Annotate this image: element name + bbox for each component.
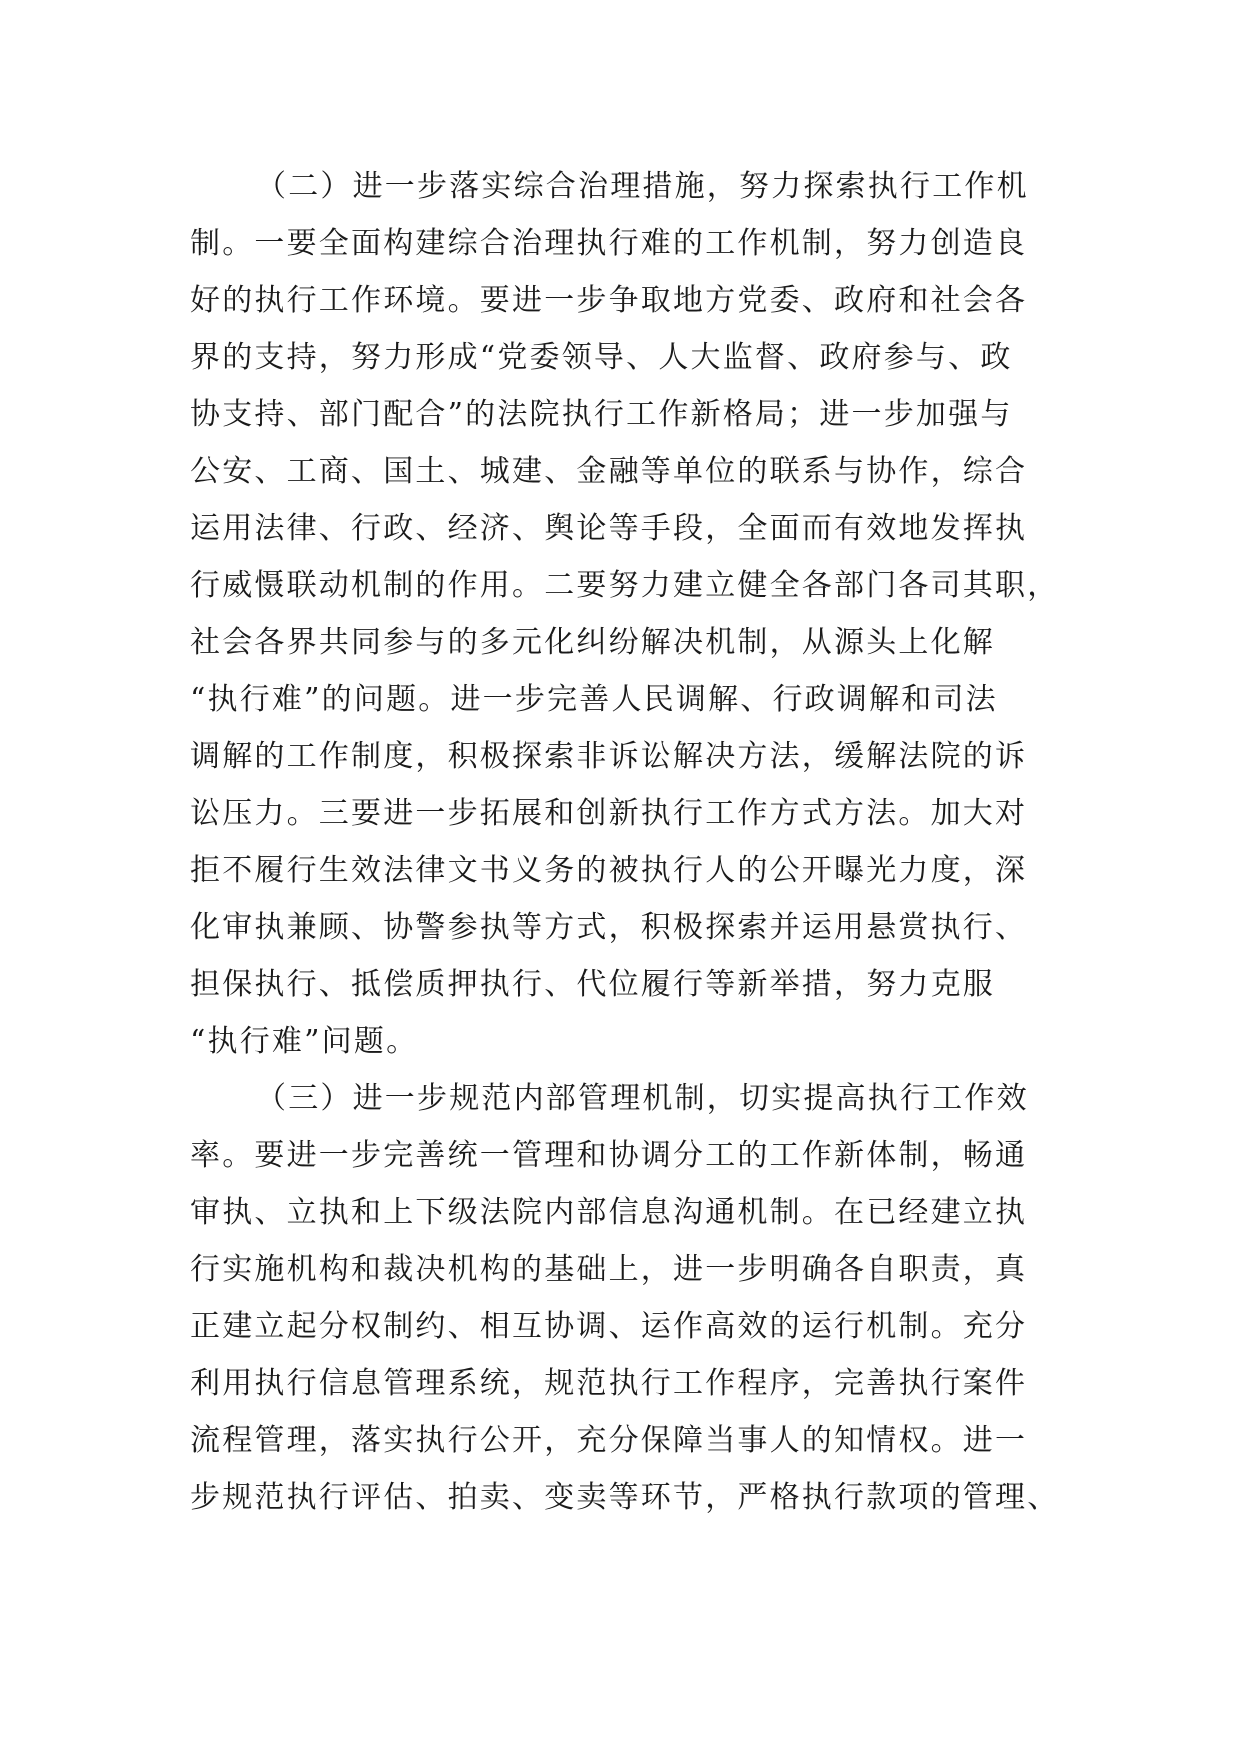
paragraph-2-line-16: “执行难”问题。 <box>190 1024 419 1059</box>
paragraph-2-line-5: 协支持、部门配合”的法院执行工作新格局；进一步加强与 <box>190 397 1013 432</box>
paragraph-2-line-9: 社会各界共同参与的多元化纠纷解决机制，从源头上化解 <box>190 625 995 660</box>
paragraph-3-line-4: 行实施机构和裁决机构的基础上，进一步明确各自职责，真 <box>190 1252 1028 1287</box>
paragraph-2-line-1: （二）进一步落实综合治理措施，努力探索执行工作机 <box>256 169 1029 204</box>
paragraph-2-line-11: 调解的工作制度，积极探索非诉讼解决方法，缓解法院的诉 <box>190 739 1028 774</box>
paragraph-2-line-13: 拒不履行生效法律文书义务的被执行人的公开曝光力度，深 <box>190 853 1028 888</box>
paragraph-2-line-8: 行威慑联动机制的作用。二要努力建立健全各部门各司其职， <box>190 568 1060 603</box>
paragraph-3-line-5: 正建立起分权制约、相互协调、运作高效的运行机制。充分 <box>190 1309 1028 1344</box>
paragraph-3-line-8: 步规范执行评估、拍卖、变卖等环节，严格执行款项的管理、 <box>190 1480 1060 1515</box>
paragraph-2-line-3: 好的执行工作环境。要进一步争取地方党委、政府和社会各 <box>190 283 1028 318</box>
paragraph-2-line-10: “执行难”的问题。进一步完善人民调解、行政调解和司法 <box>190 682 998 717</box>
paragraph-3-line-6: 利用执行信息管理系统，规范执行工作程序，完善执行案件 <box>190 1366 1028 1401</box>
paragraph-3-line-1: （三）进一步规范内部管理机制，切实提高执行工作效 <box>256 1081 1029 1116</box>
body-text <box>190 158 1070 1526</box>
paragraph-2-line-7: 运用法律、行政、经济、舆论等手段，全面而有效地发挥执 <box>190 511 1028 546</box>
paragraph-2-line-2: 制。一要全面构建综合治理执行难的工作机制，努力创造良 <box>190 226 1028 261</box>
paragraph-2-line-6: 公安、工商、国土、城建、金融等单位的联系与协作，综合 <box>190 454 1028 489</box>
paragraph-2-line-15: 担保执行、抵偿质押执行、代位履行等新举措，努力克服 <box>190 967 995 1002</box>
paragraph-2-line-12: 讼压力。三要进一步拓展和创新执行工作方式方法。加大对 <box>190 796 1028 831</box>
paragraph-2-line-4: 界的支持，努力形成“党委领导、人大监督、政府参与、政 <box>190 340 1013 375</box>
paragraph-3-line-3: 审执、立执和上下级法院内部信息沟通机制。在已经建立执 <box>190 1195 1028 1230</box>
paragraph-2-line-14: 化审执兼顾、协警参执等方式，积极探索并运用悬赏执行、 <box>190 910 1028 945</box>
paragraph-3-line-7: 流程管理，落实执行公开，充分保障当事人的知情权。进一 <box>190 1423 1028 1458</box>
paragraph-3-line-2: 率。要进一步完善统一管理和协调分工的工作新体制，畅通 <box>190 1138 1028 1173</box>
